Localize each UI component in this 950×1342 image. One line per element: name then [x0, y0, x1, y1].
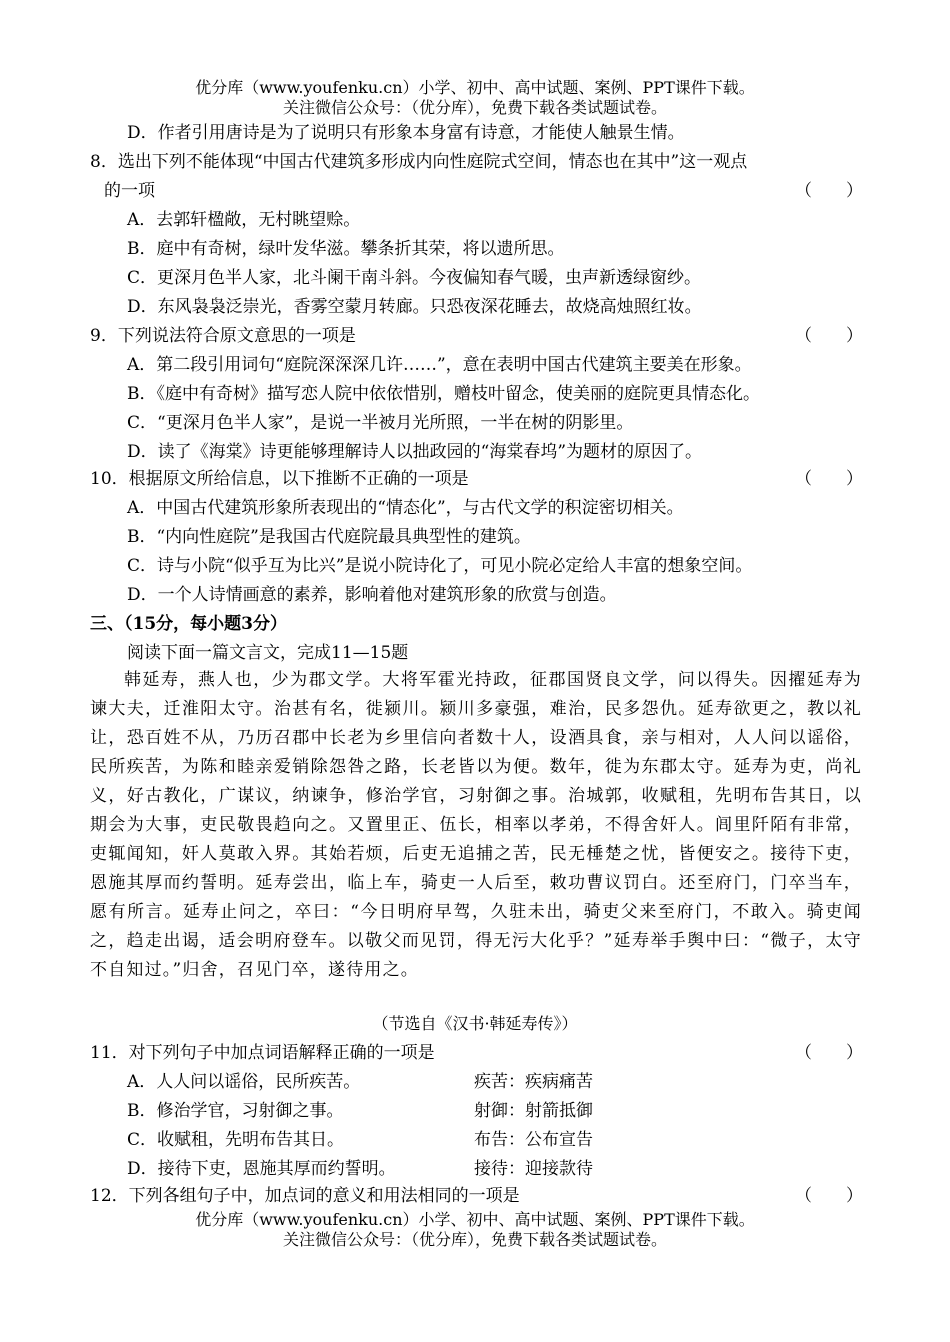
q9-option-a: A．第二段引用词句“庭院深深深几许……”，意在表明中国古代建筑主要美在形象。 [127, 355, 752, 375]
q11-stem: 11．对下列句子中加点词语解释正确的一项是 [90, 1043, 435, 1063]
q11-option-c-sentence: C．收赋租，先明布告其日。 [127, 1130, 345, 1150]
page-footer [0, 1210, 950, 1250]
classical-passage: 韩延寿，燕人也，少为郡文学。大将军霍光持政，征郡国贤良文学，问以得失。因擢延寿为谏大夫，迁淮阳太守。治甚有名，徙颍川。颍川多豪强，难治，民多怨仇。延寿欲更之，教以礼让，恐百姓不从，乃历召郡中长老为乡里信向者数十人，设酒具食，亲与相对，人人问以谣俗，民所疾苦，为陈和睦亲爱销除怨咎之路，长老皆以为便。数年，徙为东郡太守。延寿为吏，尚礼义，好古教化，广谋议，纳谏争，修治学官，习射御之事。治城郭，收赋租，先明布告其日，以期会为大事，吏民敬畏趋向之。又置里正、伍长，相率以孝弟，不得舍奸人。闾里阡陌有非常，吏辄闻知，奸人莫敢入界。其始若烦，后吏无追捕之苦，民无棰楚之忧，皆便安之。接待下吏，恩施其厚而约誓明。延寿尝出，临上车，骑吏一人后至，敕功曹议罚白。还至府门，门卒当车，愿有所言。延寿止问之，卒曰：“今日明府早驾，久驻未出，骑吏父来至府门，不敢入。骑吏闻之，趋走出谒，适会明府登车。以敬父而见罚，得无污大化乎？”延寿举手舆中曰：“微子，太守不自知过。”归舍，召见门卒，遂待用之。 [90, 670, 862, 980]
q11-option-a-gloss: 疾苦：疾病痛苦 [474, 1072, 593, 1092]
q10-answer-blank: （ ） [795, 469, 863, 489]
q11-option-a-sentence: A．人人问以谣俗，民所疾苦。 [127, 1072, 361, 1092]
q11-option-d-sentence: D．接待下吏，恩施其厚而约誓明。 [127, 1159, 396, 1179]
q8-option-b: B．庭中有奇树，绿叶发华滋。攀条折其荣，将以遗所思。 [127, 239, 565, 259]
q9-option-d: D．读了《海棠》诗更能够理解诗人以拙政园的“海棠春坞”为题材的原因了。 [127, 442, 703, 462]
q11-option-d-gloss: 接待：迎接款待 [474, 1159, 593, 1179]
q7-option-d: D．作者引用唐诗是为了说明只有形象本身富有诗意，才能使人触景生情。 [127, 123, 685, 143]
q11-option-c-gloss: 布告：公布宣告 [474, 1130, 593, 1150]
q8-option-d: D．东风袅袅泛崇光，香雾空蒙月转廊。只恐夜深花睡去，故烧高烛照红妆。 [127, 297, 702, 317]
q11-answer-blank: （ ） [795, 1043, 863, 1063]
passage-source: （节选自《汉书·韩延寿传》） [372, 1014, 578, 1033]
q11-option-b-sentence: B．修治学官，习射御之事。 [127, 1101, 344, 1121]
q10-option-d: D．一个人诗情画意的素养，影响着他对建筑形象的欣赏与创造。 [127, 585, 617, 605]
section-3-heading: 三、（15分，每小题3分） [90, 614, 287, 634]
q8-option-a: A．去郭轩楹敞，无村眺望赊。 [127, 210, 361, 230]
footer-line-2: 关注微信公众号：（优分库），免费下载各类试题试卷。 [282, 1230, 667, 1249]
q9-option-b: B．《庭中有奇树》描写恋人院中依依惜别，赠枝叶留念，使美丽的庭院更具情态化。 [127, 384, 760, 404]
header-line-1: 优分库（www.youfenku.cn）小学、初中、高中试题、案例、PPT课件下载。 [195, 78, 755, 97]
section-3-intro: 阅读下面一篇文言文，完成11—15题 [127, 643, 409, 663]
page-header [0, 78, 950, 118]
q10-stem: 10．根据原文所给信息，以下推断不正确的一项是 [90, 469, 469, 489]
q10-option-c: C．诗与小院“似乎互为比兴”是说小院诗化了，可见小院必定给人丰富的想象空间。 [127, 556, 753, 576]
q8-stem-cont: 的一项 [104, 181, 155, 201]
q9-stem: 9．下列说法符合原文意思的一项是 [90, 326, 356, 346]
q12-stem: 12．下列各组句子中，加点词的意义和用法相同的一项是 [90, 1186, 520, 1206]
q8-stem: 8．选出下列不能体现“中国古代建筑多形成内向性庭院式空间，情态也在其中”这一观点 [90, 152, 748, 172]
q9-option-c: C．“更深月色半人家”，是说一半被月光所照，一半在树的阴影里。 [127, 413, 634, 433]
q8-option-c: C．更深月色半人家，北斗阑干南斗斜。今夜偏知春气暖，虫声新透绿窗纱。 [127, 268, 702, 288]
q8-answer-blank: （ ） [795, 181, 863, 201]
header-line-2: 关注微信公众号：（优分库），免费下载各类试题试卷。 [282, 98, 667, 117]
q9-answer-blank: （ ） [795, 326, 863, 346]
footer-line-1: 优分库（www.youfenku.cn）小学、初中、高中试题、案例、PPT课件下载。 [195, 1210, 755, 1229]
q10-option-b: B．“内向性庭院”是我国古代庭院最具典型性的建筑。 [127, 527, 531, 547]
q10-option-a: A．中国古代建筑形象所表现出的“情态化”，与古代文学的积淀密切相关。 [127, 498, 684, 518]
q12-answer-blank: （ ） [795, 1186, 863, 1206]
q11-option-b-gloss: 射御：射箭抵御 [474, 1101, 593, 1121]
